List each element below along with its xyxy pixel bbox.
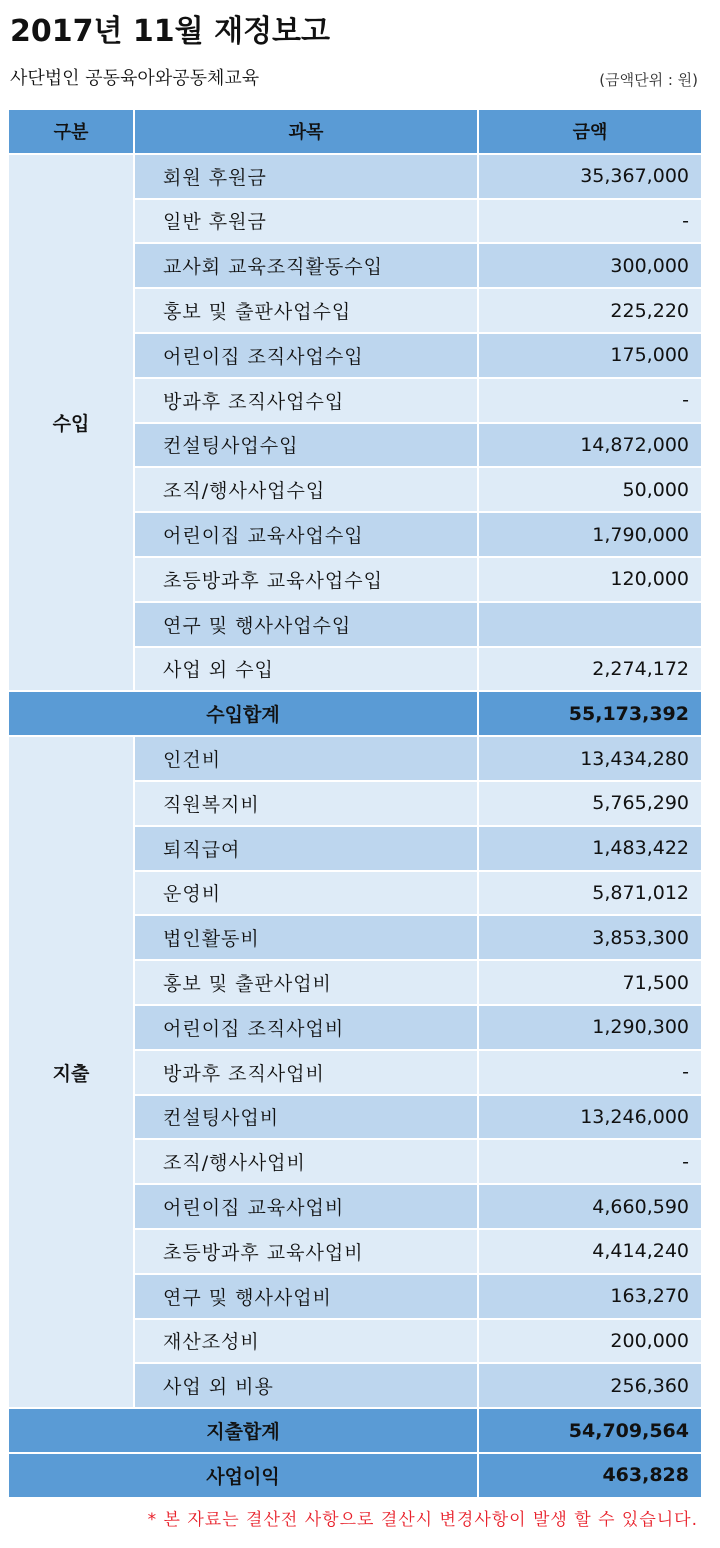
item-label: 교사회 교육조직활동수입 <box>134 243 478 288</box>
expense-total-row <box>8 1408 702 1453</box>
income-total-amount: 55,173,392 <box>478 691 702 736</box>
item-label: 조직/행사사업비 <box>134 1139 478 1184</box>
amount-value: 1,290,300 <box>478 1005 702 1050</box>
footnote: * 본 자료는 결산전 사항으로 결산시 변경사항이 발생 할 수 있습니다. <box>147 1510 698 1530</box>
item-label: 초등방과후 교육사업비 <box>134 1229 478 1274</box>
expense-total-label: 지출합계 <box>8 1408 478 1453</box>
item-label: 어린이집 교육사업비 <box>134 1184 478 1229</box>
item-label: 퇴직급여 <box>134 826 478 871</box>
item-label: 어린이집 조직사업수입 <box>134 333 478 378</box>
item-label: 연구 및 행사사업비 <box>134 1274 478 1319</box>
table-row <box>8 736 702 781</box>
item-label: 어린이집 교육사업수입 <box>134 512 478 557</box>
item-label: 직원복지비 <box>134 781 478 826</box>
profit-row <box>8 1453 702 1498</box>
amount-value: - <box>478 378 702 423</box>
item-label: 법인활동비 <box>134 915 478 960</box>
item-label: 사업 외 수입 <box>134 647 478 692</box>
amount-value: 4,660,590 <box>478 1184 702 1229</box>
amount-value: 50,000 <box>478 467 702 512</box>
item-label: 컨설팅사업비 <box>134 1095 478 1140</box>
amount-value: 225,220 <box>478 288 702 333</box>
table-header-row <box>8 109 702 154</box>
profit-amount: 463,828 <box>478 1453 702 1498</box>
item-label: 재산조성비 <box>134 1319 478 1364</box>
amount-value: 163,270 <box>478 1274 702 1319</box>
item-label: 조직/행사사업수입 <box>134 467 478 512</box>
amount-value: 13,246,000 <box>478 1095 702 1140</box>
amount-value: 256,360 <box>478 1363 702 1408</box>
amount-value: 13,434,280 <box>478 736 702 781</box>
amount-value: - <box>478 1050 702 1095</box>
finance-table <box>7 108 703 1499</box>
unit-note: (금액단위 : 원) <box>599 71 698 89</box>
amount-value: 200,000 <box>478 1319 702 1364</box>
amount-value: 1,483,422 <box>478 826 702 871</box>
amount-value: 5,871,012 <box>478 871 702 916</box>
amount-value: 35,367,000 <box>478 154 702 199</box>
amount-value: 14,872,000 <box>478 423 702 468</box>
amount-value: 71,500 <box>478 960 702 1005</box>
amount-value: - <box>478 1139 702 1184</box>
item-label: 연구 및 행사사업수입 <box>134 602 478 647</box>
expense-total-amount: 54,709,564 <box>478 1408 702 1453</box>
item-label: 방과후 조직사업비 <box>134 1050 478 1095</box>
amount-value: 120,000 <box>478 557 702 602</box>
amount-value: 175,000 <box>478 333 702 378</box>
amount-value <box>478 602 702 647</box>
amount-value: 4,414,240 <box>478 1229 702 1274</box>
amount-value: 5,765,290 <box>478 781 702 826</box>
item-label: 홍보 및 출판사업비 <box>134 960 478 1005</box>
item-label: 초등방과후 교육사업수입 <box>134 557 478 602</box>
header-amount: 금액 <box>478 109 702 154</box>
amount-value: 3,853,300 <box>478 915 702 960</box>
amount-value: - <box>478 199 702 244</box>
expense-category-label: 지출 <box>8 736 134 1408</box>
amount-value: 1,790,000 <box>478 512 702 557</box>
amount-value: 2,274,172 <box>478 647 702 692</box>
organization-name: 사단법인 공동육아와공동체교육 <box>10 68 260 89</box>
table-row <box>8 154 702 199</box>
item-label: 사업 외 비용 <box>134 1363 478 1408</box>
header-category: 구분 <box>8 109 134 154</box>
item-label: 방과후 조직사업수입 <box>134 378 478 423</box>
item-label: 인건비 <box>134 736 478 781</box>
item-label: 일반 후원금 <box>134 199 478 244</box>
income-total-label: 수입합계 <box>8 691 478 736</box>
item-label: 어린이집 조직사업비 <box>134 1005 478 1050</box>
income-total-row <box>8 691 702 736</box>
item-label: 홍보 및 출판사업수입 <box>134 288 478 333</box>
amount-value: 300,000 <box>478 243 702 288</box>
profit-label: 사업이익 <box>8 1453 478 1498</box>
report-title: 2017년 11월 재정보고 <box>10 14 331 49</box>
header-item: 과목 <box>134 109 478 154</box>
item-label: 운영비 <box>134 871 478 916</box>
item-label: 컨설팅사업수입 <box>134 423 478 468</box>
income-category-label: 수입 <box>8 154 134 692</box>
item-label: 회원 후원금 <box>134 154 478 199</box>
